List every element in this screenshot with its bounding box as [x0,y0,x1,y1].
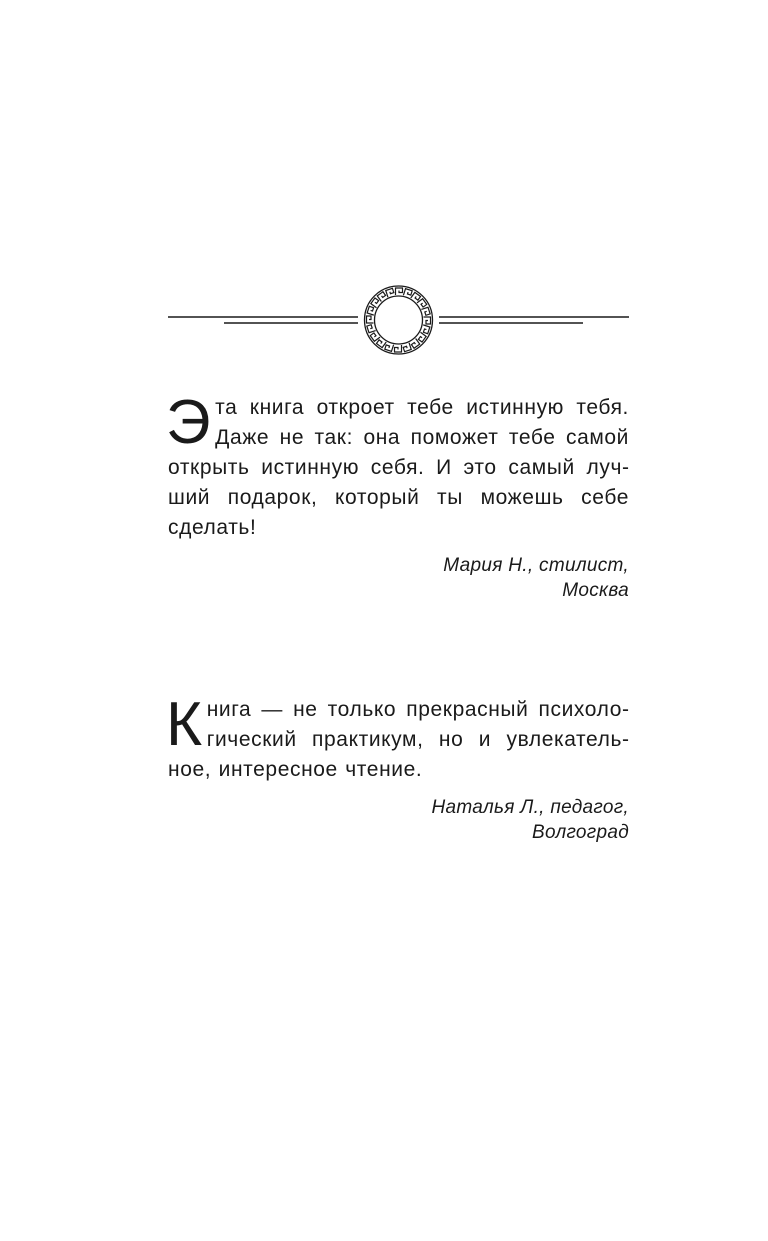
quote-body: нига — не только прекрасный психологический практикум, но и увлекательное, интересное чтение. [168,698,629,781]
attribution-city: Москва [562,580,629,601]
dropcap-letter: К [166,690,203,759]
quote-text [166,690,629,785]
quote-text [166,388,629,543]
quote-body: та книга откроет тебе истинную тебя. Даже не так: она поможет тебе самой открыть истинную себя. И это самый лучший подарок, который ты можешь себе сделать! [168,396,629,539]
attribution-author: Наталья Л., педагог, [431,797,629,818]
quote-block-1 [166,388,629,603]
quote-block-2 [166,690,629,845]
quote-attribution [168,795,629,845]
quote-attribution [168,553,629,603]
attribution-author: Мария Н., стилист, [443,555,629,576]
greek-key-circle-ornament-icon [168,284,629,356]
attribution-city: Волгоград [532,822,629,843]
dropcap-letter: Э [166,388,212,457]
